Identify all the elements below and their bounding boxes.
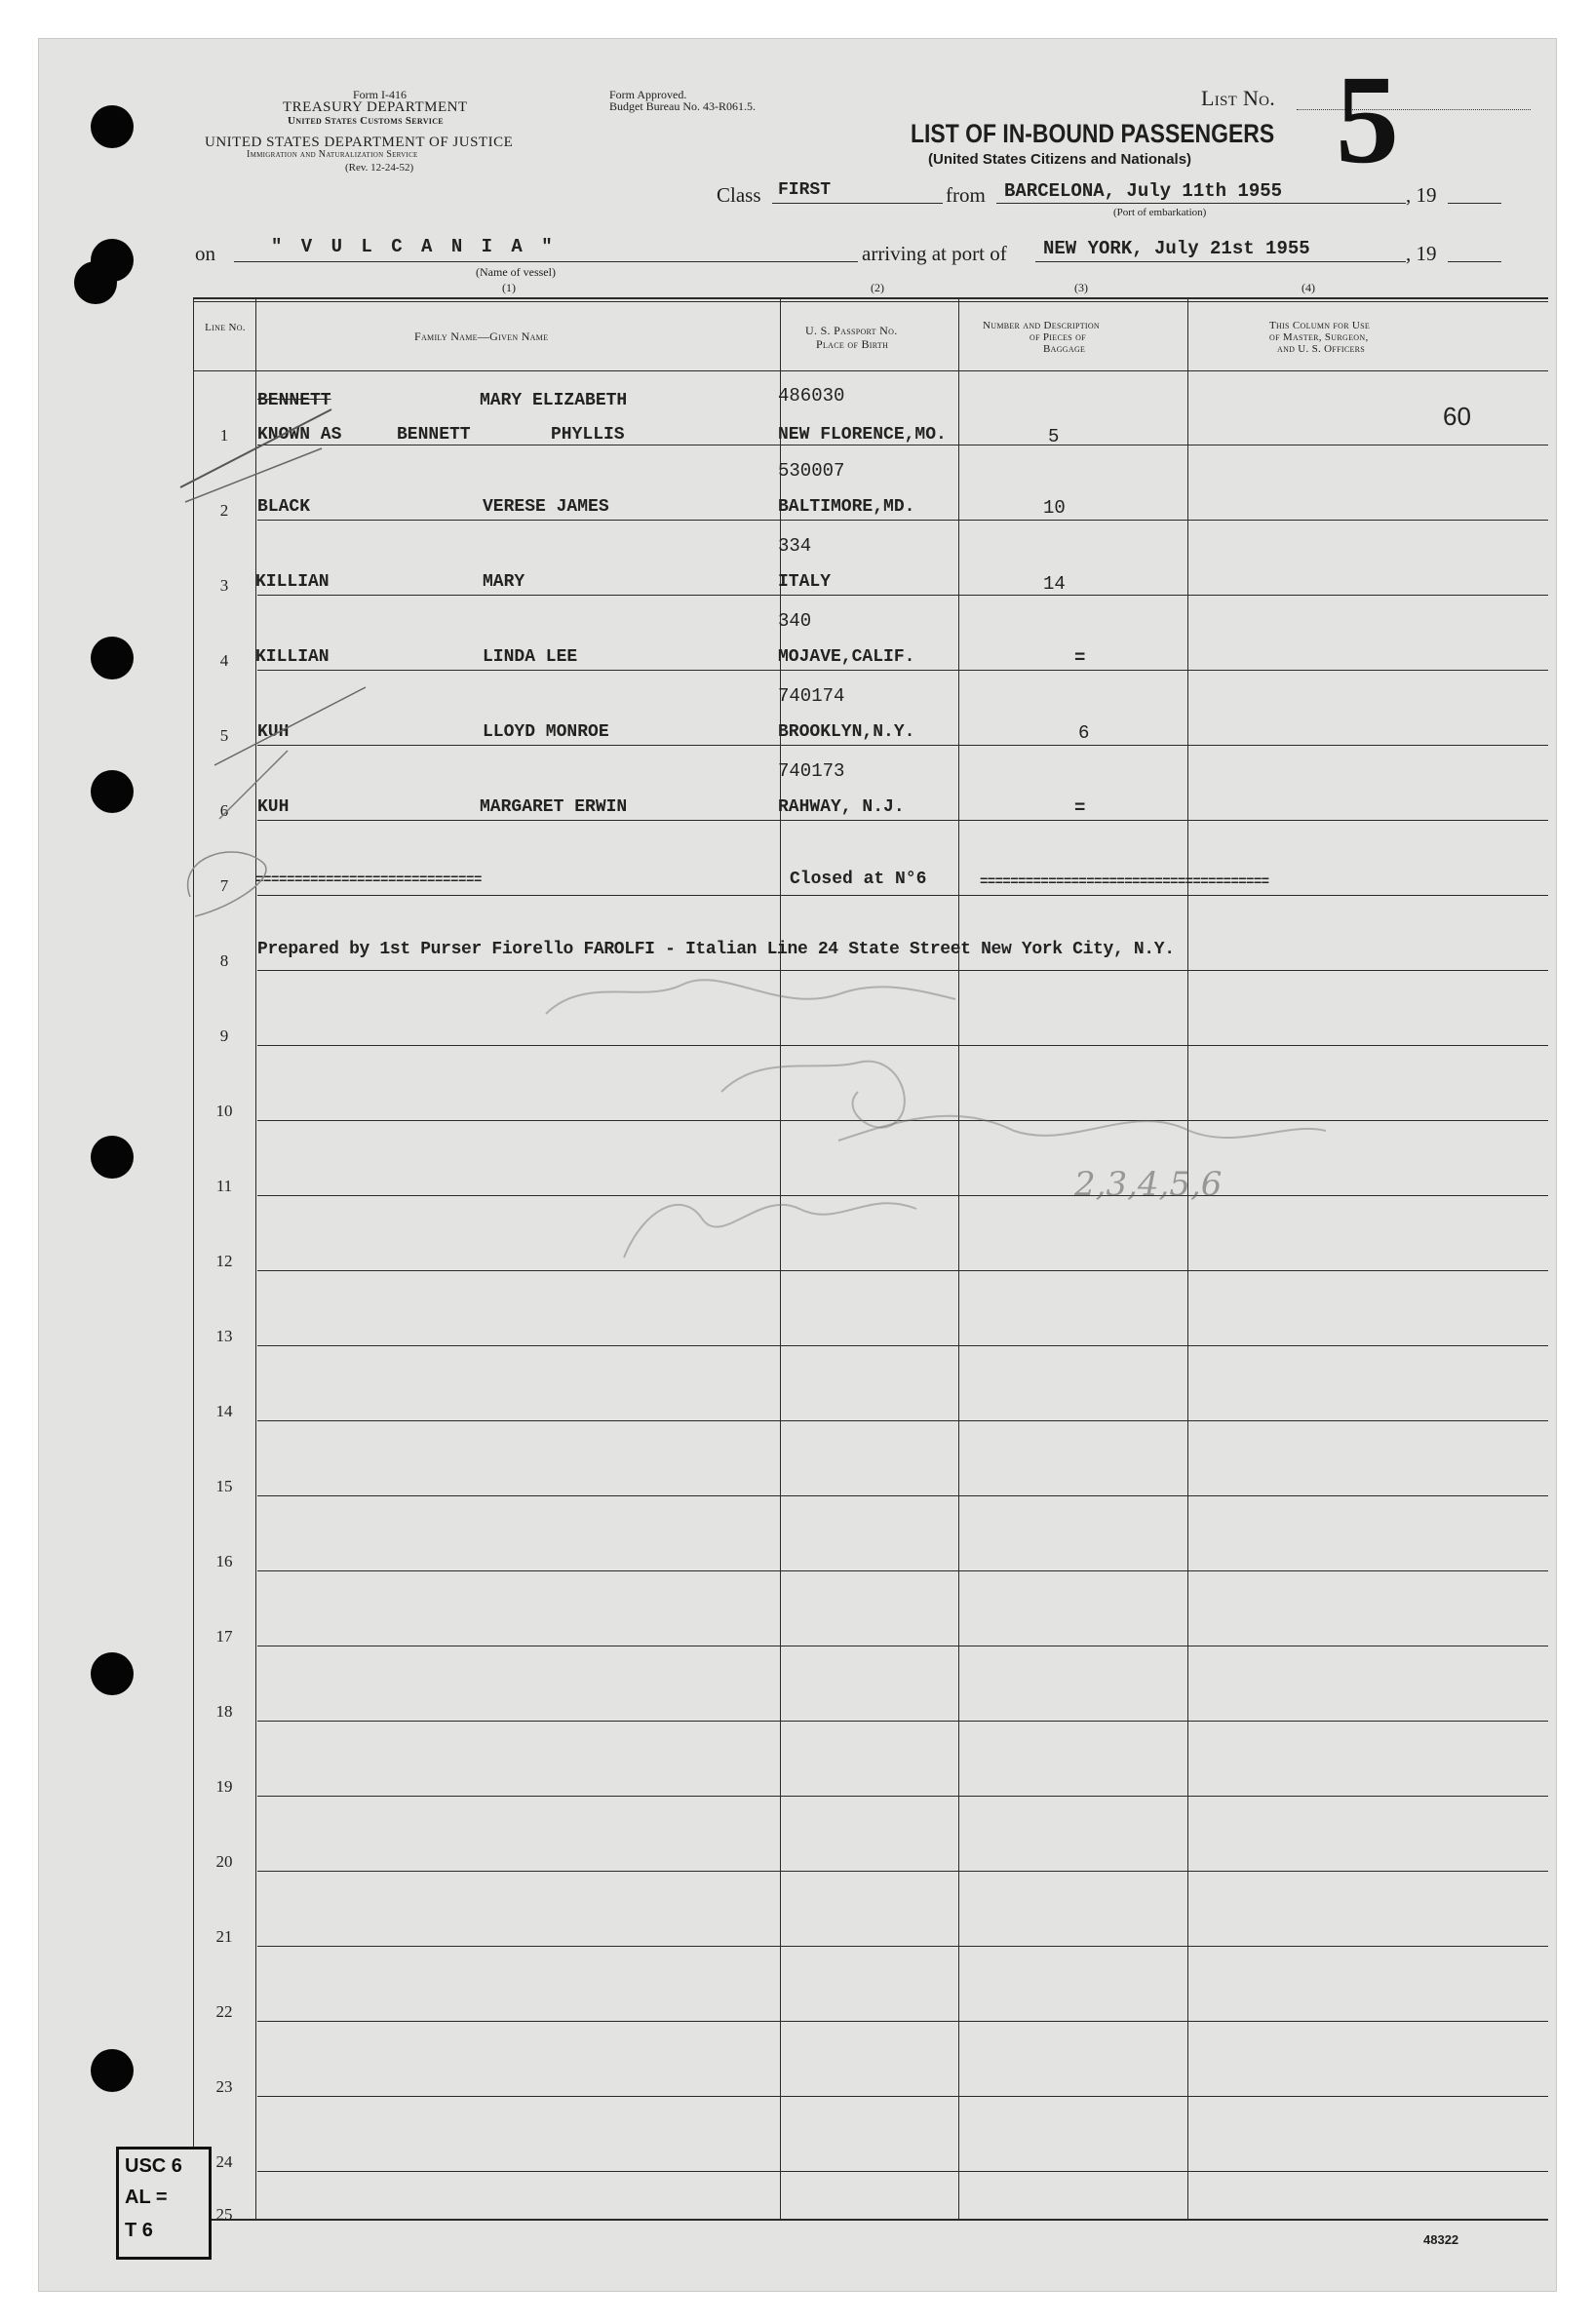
family-name: BENNETT <box>257 391 331 410</box>
arrival-value: NEW YORK, July 21st 1955 <box>1043 238 1310 259</box>
form-number: Form I-416 <box>353 88 407 101</box>
passport-column-border <box>958 297 959 2219</box>
line-number: 4 <box>219 651 229 670</box>
year-suffix: , 19 <box>1406 242 1437 265</box>
line-number: 20 <box>215 1852 233 1871</box>
header-birthplace: Place of Birth <box>816 337 889 351</box>
list-no-label: List No. <box>1201 86 1276 110</box>
place-of-birth: NEW FLORENCE,MO. <box>778 425 947 445</box>
from-label: from <box>946 183 986 207</box>
binder-hole <box>74 261 117 304</box>
row-divider <box>257 895 1548 896</box>
line-number: 13 <box>215 1327 233 1345</box>
header-line-no: Line No. <box>205 322 246 333</box>
given-name: LLOYD MONROE <box>483 722 609 742</box>
justice-department: UNITED STATES DEPARTMENT OF JUSTICE <box>205 135 514 150</box>
row-divider <box>257 520 1548 521</box>
baggage-count: 14 <box>1043 573 1066 595</box>
prepared-by-note: Prepared by 1st Purser Fiorello FAROLFI - Italian Line 24 State Street New York City, N.Y. <box>257 940 1175 959</box>
place-of-birth: RAHWAY, N.J. <box>778 797 905 817</box>
line-number: 2 <box>219 501 229 520</box>
line-number: 21 <box>215 1927 233 1946</box>
line-number: 5 <box>219 726 229 745</box>
passport-number: 334 <box>778 535 812 557</box>
row-divider <box>257 970 1548 971</box>
line-number: 16 <box>215 1552 233 1570</box>
from-underline <box>996 203 1406 204</box>
class-value: FIRST <box>778 180 832 200</box>
column-number: (4) <box>1302 281 1315 294</box>
line-number: 22 <box>215 2002 233 2021</box>
line-number: 1 <box>219 426 229 445</box>
ins-service: Immigration and Naturalization Service <box>247 149 418 160</box>
line-number: 25 <box>215 2205 233 2224</box>
line-number: 23 <box>215 2077 233 2096</box>
closing-dashes-right: ====================================== <box>980 874 1269 890</box>
header-officers-1: This Column for Use <box>1269 320 1371 331</box>
alias-label: KNOWN AS <box>257 425 342 445</box>
row-divider <box>257 1871 1548 1872</box>
family-name: KUH <box>257 722 290 742</box>
baggage-count: 6 <box>1078 722 1090 744</box>
year-underline <box>1448 261 1501 262</box>
line-number: 18 <box>215 1702 233 1721</box>
row-divider <box>257 745 1548 746</box>
family-name: KILLIAN <box>255 572 330 592</box>
closing-dashes-left: ============================= <box>255 872 483 888</box>
place-of-birth: BALTIMORE,MD. <box>778 497 915 517</box>
passport-number: 530007 <box>778 460 845 482</box>
baggage-column-border <box>1187 297 1188 2219</box>
row-divider <box>257 1045 1548 1046</box>
table-bottom-border <box>193 2219 1548 2221</box>
port-of-embarkation-note: (Port of embarkation) <box>1113 207 1207 218</box>
column-number: (3) <box>1074 281 1088 294</box>
header-officers-3: and U. S. Officers <box>1277 343 1366 355</box>
header-passport: U. S. Passport No. <box>805 324 898 337</box>
list-number: 5 <box>1336 50 1399 190</box>
family-name: BLACK <box>257 497 311 517</box>
place-of-birth: MOJAVE,CALIF. <box>778 647 915 667</box>
place-of-birth: ITALY <box>778 572 832 592</box>
from-value: BARCELONA, July 11th 1955 <box>1004 180 1283 202</box>
place-of-birth: BROOKLYN,N.Y. <box>778 722 915 742</box>
passport-number: 740174 <box>778 685 845 707</box>
pencil-signature <box>546 980 955 1014</box>
stamp-line: AL = <box>125 2187 168 2208</box>
list-subtitle: (United States Citizens and Nationals) <box>928 151 1192 168</box>
budget-bureau: Budget Bureau No. 43-R061.5. <box>609 99 756 113</box>
family-name: KILLIAN <box>255 647 330 667</box>
header-name: Family Name—Given Name <box>414 329 549 343</box>
header-bottom-border <box>193 370 1548 371</box>
binder-hole <box>91 2049 134 2092</box>
stamp-line: T 6 <box>125 2220 153 2241</box>
row-divider <box>257 2171 1548 2172</box>
row-divider <box>257 1345 1548 1346</box>
column-number: (2) <box>871 281 884 294</box>
treasury-department: TREASURY DEPARTMENT <box>283 99 468 115</box>
handwritten-marks <box>39 39 1556 2291</box>
passport-number: 740173 <box>778 760 845 782</box>
row-divider <box>257 1120 1548 1121</box>
row-divider <box>257 1195 1548 1196</box>
on-label: on <box>195 242 215 265</box>
handwritten-line-numbers: 2,3,4,5,6 <box>1074 1165 1223 1204</box>
list-no-underline <box>1297 109 1531 110</box>
given-name: LINDA LEE <box>483 647 578 667</box>
binder-hole <box>91 1136 134 1179</box>
given-name: MARY <box>483 572 525 592</box>
line-number: 15 <box>215 1477 233 1495</box>
manifest-sheet <box>39 39 1556 2291</box>
table-top-border <box>193 297 1548 299</box>
row-divider <box>257 1796 1548 1797</box>
line-number: 17 <box>215 1627 233 1646</box>
binder-hole <box>91 637 134 679</box>
vessel-underline <box>234 261 858 262</box>
header-baggage-2: of Pieces of <box>1030 331 1086 343</box>
year-suffix: , 19 <box>1406 183 1437 207</box>
vessel-name: " V U L C A N I A " <box>271 236 557 257</box>
line-number: 24 <box>215 2152 233 2171</box>
line-number: 14 <box>215 1402 233 1420</box>
row-divider <box>257 1495 1548 1496</box>
list-title: LIST OF IN-BOUND PASSENGERS <box>911 119 1275 148</box>
pencil-signature <box>721 1062 905 1128</box>
revision-date: (Rev. 12-24-52) <box>345 162 414 174</box>
binder-hole <box>91 105 134 148</box>
baggage-count: 5 <box>1048 426 1060 447</box>
column-number: (1) <box>502 281 516 294</box>
line-number: 11 <box>215 1177 233 1195</box>
row-divider <box>257 1270 1548 1271</box>
line-number: 7 <box>219 876 229 895</box>
row-divider <box>257 595 1548 596</box>
alias-given-name: PHYLLIS <box>551 425 625 445</box>
binder-hole <box>91 770 134 813</box>
customs-service: United States Customs Service <box>288 115 444 127</box>
inspection-stamp <box>116 2147 212 2260</box>
line-number: 6 <box>219 801 229 820</box>
form-approved: Form Approved. <box>609 88 687 101</box>
binder-hole <box>91 1652 134 1695</box>
baggage-count: = <box>1074 797 1086 819</box>
line-number: 8 <box>219 951 229 970</box>
class-underline <box>772 203 943 204</box>
table-top-border-inner <box>193 301 1548 302</box>
table-left-border <box>193 297 194 2219</box>
passport-number: 340 <box>778 610 812 632</box>
officer-note: 60 <box>1443 402 1471 431</box>
row-divider <box>257 670 1548 671</box>
row-divider <box>257 1420 1548 1421</box>
header-officers-2: of Master, Surgeon, <box>1269 331 1369 343</box>
passport-number: 486030 <box>778 385 845 407</box>
baggage-count: 10 <box>1043 497 1066 519</box>
arrival-underline <box>1035 261 1406 262</box>
line-number: 3 <box>219 576 229 595</box>
given-name: MARY ELIZABETH <box>480 391 628 410</box>
row-divider <box>257 820 1548 821</box>
line-number: 19 <box>215 1777 233 1796</box>
stamp-line: USC 6 <box>125 2155 182 2177</box>
footer-code: 48322 <box>1423 2232 1459 2247</box>
arriving-label: arriving at port of <box>862 242 1007 265</box>
header-baggage-3: Baggage <box>1043 343 1086 355</box>
check-mark <box>185 448 322 502</box>
row-divider <box>257 2021 1548 2022</box>
pencil-signature <box>624 1203 916 1258</box>
row-divider <box>257 1570 1548 1571</box>
row-divider <box>257 1721 1548 1722</box>
vessel-name-note: (Name of vessel) <box>476 265 556 279</box>
class-label: Class <box>717 183 761 207</box>
line-number: 9 <box>219 1026 229 1045</box>
line-number: 12 <box>215 1252 233 1270</box>
baggage-count: = <box>1074 647 1086 669</box>
line-number: 10 <box>215 1102 233 1120</box>
header-baggage-1: Number and Description <box>983 320 1100 331</box>
family-name: KUH <box>257 797 290 817</box>
closed-at-note: Closed at N°6 <box>790 870 927 889</box>
alias-family-name: BENNETT <box>397 425 471 445</box>
row-divider <box>257 2096 1548 2097</box>
given-name: VERESE JAMES <box>483 497 609 517</box>
given-name: MARGARET ERWIN <box>480 797 628 817</box>
row-divider <box>257 1946 1548 1947</box>
year-underline <box>1448 203 1501 204</box>
